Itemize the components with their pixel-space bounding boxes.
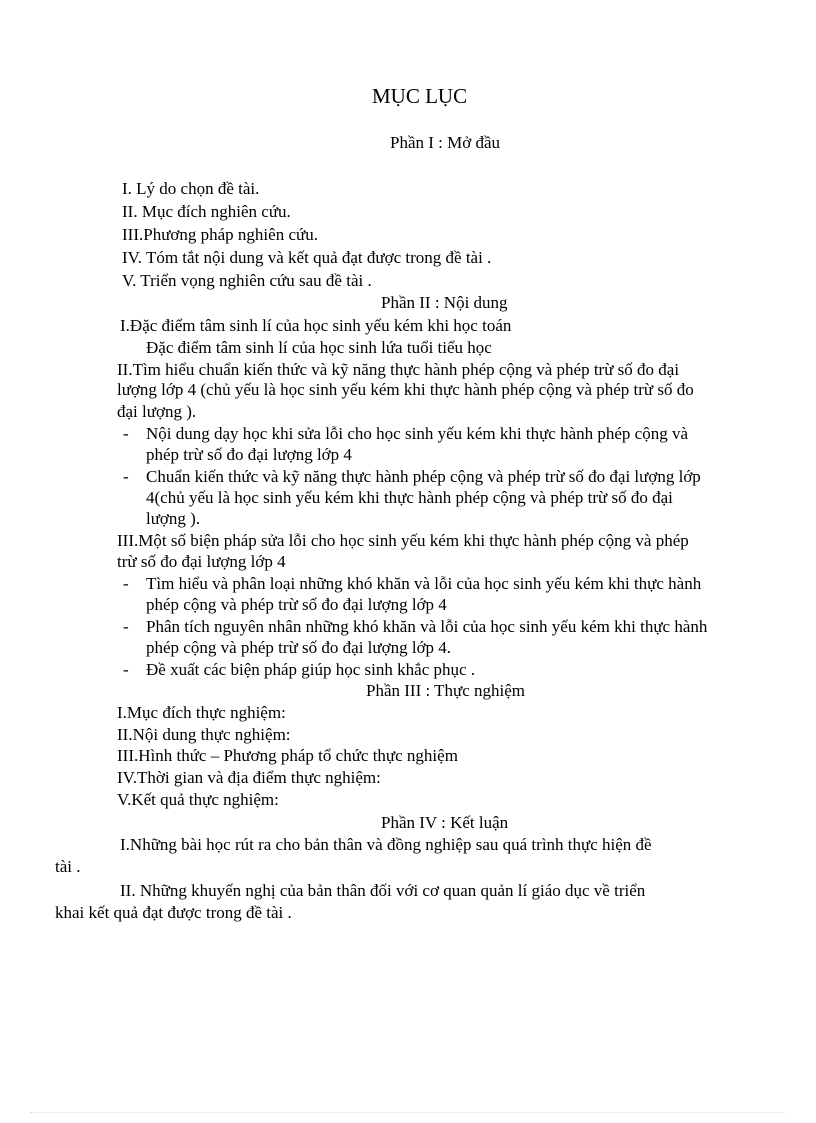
part3-item: I.Mục đích thực nghiệm: xyxy=(117,703,286,722)
part1-item: I. Lý do chọn đề tài. xyxy=(122,179,260,198)
part2-section2-line1: II.Tìm hiểu chuẩn kiến thức và kỹ năng thực hành phép cộng và phép trừ số đo đại xyxy=(117,360,680,379)
bullet-dash: - xyxy=(123,467,129,486)
part2-bullet2-line1: Chuẩn kiến thức và kỹ năng thực hành phép cộng và phép trừ số đo đại lượng lớp xyxy=(146,467,701,486)
part4-para2-line1: II. Những khuyến nghị của bản thân đối với cơ quan quản lí giáo dục về triển xyxy=(120,881,646,900)
part1-item: IV. Tóm tắt nội dung và kết quả đạt được trong đề tài . xyxy=(122,248,492,267)
document-title: MỤC LỤC xyxy=(372,84,468,108)
part2-bullet5-line1: Đề xuất các biện pháp giúp học sinh khắc phục . xyxy=(146,660,476,679)
part3-item: II.Nội dung thực nghiệm: xyxy=(117,725,291,744)
part4-heading: Phần IV : Kết luận xyxy=(381,813,509,832)
part2-section2-line3: đại lượng ). xyxy=(117,402,197,421)
part2-bullet2-line3: lượng ). xyxy=(146,509,201,528)
part4-para1-line1: I.Những bài học rút ra cho bản thân và đồng nghiệp sau quá trình thực hiện đề xyxy=(120,835,652,854)
part2-section1-sub: Đặc điểm tâm sinh lí của học sinh lứa tuổi tiểu học xyxy=(146,338,492,357)
bullet-dash: - xyxy=(123,424,129,443)
part2-bullet3-line2: phép cộng và phép trừ số đo đại lượng lớp 4 xyxy=(146,595,447,614)
bullet-dash: - xyxy=(123,660,129,679)
part2-bullet1-line2: phép trừ số đo đại lượng lớp 4 xyxy=(146,445,352,464)
part3-item: III.Hình thức – Phương pháp tổ chức thực nghiệm xyxy=(117,746,458,765)
part1-item: III.Phương pháp nghiên cứu. xyxy=(122,225,318,244)
part4-para1-line2: tài . xyxy=(55,857,81,876)
part2-bullet4-line2: phép cộng và phép trừ số đo đại lượng lớp 4. xyxy=(146,638,452,657)
part1-heading: Phần I : Mở đầu xyxy=(390,133,501,152)
part2-section3-line1: III.Một số biện pháp sửa lỗi cho học sinh yếu kém khi thực hành phép cộng và phép xyxy=(117,531,689,550)
part3-item: IV.Thời gian và địa điểm thực nghiệm: xyxy=(117,768,381,787)
bullet-dash: - xyxy=(123,617,129,636)
bullet-dash: - xyxy=(123,574,129,593)
part2-bullet4-line1: Phân tích nguyên nhân những khó khăn và lỗi của học sinh yếu kém khi thực hành xyxy=(146,617,708,636)
part1-item: II. Mục đích nghiên cứu. xyxy=(122,202,291,221)
part3-item: V.Kết quả thực nghiệm: xyxy=(117,790,279,809)
part2-bullet3-line1: Tìm hiểu và phân loại những khó khăn và lỗi của học sinh yếu kém khi thực hành xyxy=(146,574,702,593)
part2-bullet2-line2: 4(chủ yếu là học sinh yếu kém khi thực hành phép cộng và phép trừ số đo đại xyxy=(146,488,673,507)
part2-section1: I.Đặc điểm tâm sinh lí của học sinh yếu kém khi học toán xyxy=(120,316,512,335)
part2-heading: Phần II : Nội dung xyxy=(381,293,508,312)
part1-item: V. Triển vọng nghiên cứu sau đề tài . xyxy=(122,271,372,290)
page-bottom-divider xyxy=(30,1112,786,1113)
part4-para2-line2: khai kết quả đạt được trong đề tài . xyxy=(55,903,292,922)
part2-bullet1-line1: Nội dung dạy học khi sửa lỗi cho học sinh yếu kém khi thực hành phép cộng và xyxy=(146,424,689,443)
part2-section2-line2: lượng lớp 4 (chủ yếu là học sinh yếu kém khi thực hành phép cộng và phép trừ số đo xyxy=(117,380,694,399)
part3-heading: Phần III : Thực nghiệm xyxy=(366,681,526,700)
part2-section3-line2: trừ số đo đại lượng lớp 4 xyxy=(117,552,286,571)
